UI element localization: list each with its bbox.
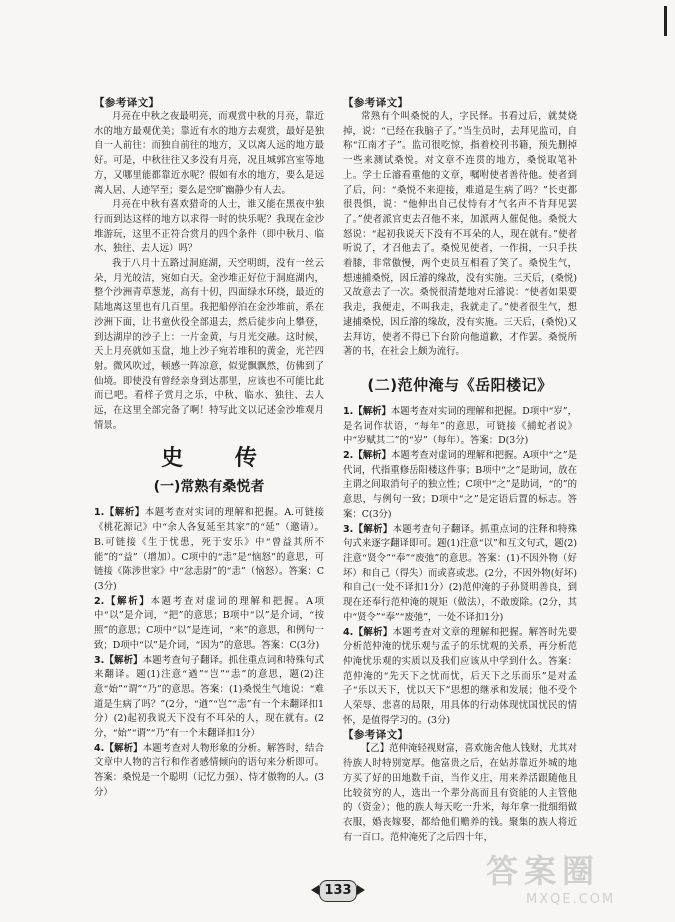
item-number: 2. xyxy=(343,450,354,462)
analysis-tag: 【解析】 xyxy=(353,523,393,535)
analysis-tag: 【解析】 xyxy=(353,626,393,638)
item-text: 本题考查对实词的理解和把握。A.可链接《桃花源记》中“余人各复延至其家”的“延”（邀请）。B.可链接《生于忧患，死于安乐》中“曾益其所不能”的“益”（增加）。C项中的“恚”是“恼怒”的意思，可链接《陈涉世家》中“忿恚尉”的“恚”（恼怒）。 xyxy=(94,507,324,578)
item-text: 本题考查句子翻译。抓住重点词和特殊句式来翻译。题(1)注意“遒”“岂”“恚”的意思，题(2)注意“始”“谓”“乃”的意思。答案：(1)桑悦生气地说：“难道是生病了吗？”(2分，“遒”“岂”“恚”有一个未翻译扣1分）(2)起初我说天下没有不耳朵的人，现在就有。(2分，“始”“谓”“乃”有一个未翻译扣1分） xyxy=(94,654,324,740)
page-number: 133 xyxy=(311,880,365,900)
answer-item xyxy=(343,449,577,523)
analysis-tag: 【解析】 xyxy=(353,405,391,417)
item-number: 2. xyxy=(94,595,105,607)
item-number: 3. xyxy=(343,523,354,535)
left-ref-paragraph: 月亮在中秋之夜最明亮，而观赏中秋的月亮，靠近水的地方最观优美；靠近有水的地方去观赏，最好是独自一人前往：而独自前往的地方，又以离人远的地方最好。可是，中秋往往又多没有月亮，况且城郭宫室等地方，又哪里能都靠近水呢？假如有水的地方，要么是远离人居、人迹罕至；要么是空旷幽静少有人去。 xyxy=(94,111,324,196)
item-text: 本题考查句子翻译。抓重点词的注释和特殊句式来逐字翻译即可。题(1)注意“以”和互文句式，题(2)注意“贤令”“奉”“废弛”的意思。答案：(1)不因外物（好坏）和自己（得失）而或喜或悲。(2分，不因外物(好坏)和自己(一处不译扣1分）(2)范仲淹的子孙贤明善良，到现在还奉行范仲淹的规矩（做法），不敢废除。(2分，其中“贤令”“奉”“废弛”，一处不译扣1分) xyxy=(343,523,577,623)
item-text: 本题考查对人物形象的分析。解答时，结合文章中人物的言行和作者感情倾向的语句来分析即可。答案：桑悦是一个聪明（记忆力强）、恃才傲物的人。(3分） xyxy=(94,742,324,798)
left-ref-paragraph: 月亮在中秋有喜欢猎奇的人士，谁又能在黑夜中独行而到达这样的地方以求得一时的快乐呢？我现在金沙堆游玩，这里不正符合赏月的四个条件（即中秋月、临水、独往、去人远）吗？ xyxy=(94,199,324,255)
section-title-history: 史 传 xyxy=(161,446,279,472)
item-text: 本题考查对实词的理解和把握。D项中“岁”，是名词作状语，“每年”的意思，可链接《捕蛇者说》中“岁赋其二”的“岁”（每年）。 xyxy=(343,405,577,447)
answer-item xyxy=(343,626,577,729)
item-text: 本题考查对虚词的理解和把握。A项中“以”是介词，“把”的意思；B项中“以”是介词，“按照”的意思；C项中“以”是连词，“来”的意思，和例句一致；D项中“以”是介词，“因为”的意思。 xyxy=(94,595,324,651)
item-answer: 答案：C(3分) xyxy=(261,639,320,651)
item-number: 1. xyxy=(343,405,354,417)
answer-item xyxy=(94,506,324,594)
analysis-tag: 【解析】 xyxy=(104,654,143,666)
item-answer: 答案：C(3分) xyxy=(343,494,577,520)
sub-title-sangyue: (一)常熟有桑悦者 xyxy=(153,479,265,496)
left-ref-paragraph: 我于八月十五路过洞庭湖，天空明朗，没有一丝云朵，月光皎洁，宛如白天。金沙堆正好位于洞庭湖内，整个沙洲青草葱茏，高有十仞，四面绿水环绕，最近的陆地离这里也有几百里。我把船停泊在金沙堆前，系在沙洲下面，让书童伙役全部退去，然后徒步向上攀登，到达湖岸的沙子上：一片金黄，与月光交融。这时候，天上月亮就如玉盘，地上沙子宛若堆积的黄金，光芒四射。微风吹过，顿感一阵凉意，似觉飘飘然，仿佛到了仙境。即使没有曾经亲身到达那里，应该也不可能比此而已吧。看样子赏月之乐，中秋、临水、独往、去人远，在这里全部完备了啊！特写此文以记述金沙堆观月情景。 xyxy=(94,258,324,431)
right-column xyxy=(343,96,577,845)
right-ref2-paragraph: 【乙】范仲淹轻视财富，喜欢施舍他人钱财，尤其对待族人时特别宽厚。他富贵之后，在姑苏靠近外城的地方买了好的田地数千亩，当作义庄，用来养活跟随他且比较贫穷的人，选出一个辈分高而且有资能的人主管他的（资金）；他的族人每天吃一升米，每年拿一批细绢做衣服，婚丧嫁娶，都给他们赡养的钱。聚集的族人将近有一百口。范仲淹死了之后四十年， xyxy=(343,743,577,843)
answer-item xyxy=(343,523,577,626)
item-number: 3. xyxy=(94,654,105,666)
item-text: 本题考查对文章的理解和把握。解答时先要分析范仲淹的忧乐观与孟子的乐忧观的关系，再分析范仲淹忧乐观的实质以及我们应该从中学到什么。答案：范仲淹的“先天下之忧而忧，后天下之乐而乐”是对孟子“乐以天下，忧以天下”思想的继承和发展；他不受个人荣辱、悲喜的局限，用具体的行动体现忧国忧民的情怀，是值得学习的。(3分) xyxy=(343,626,577,726)
right-ref-paragraph: 常熟有个叫桑悦的人，字民怿。书看过后，就焚烧掉，说：“已经在我脑子了。”当生员时，去拜见监司，自称“江南才子”。监司很吃惊，指着校刊书籍，预先删掉一些来测试桑悦。对文章不连贯的地方，桑悦取笔补上。学士丘濬看重他的文章，嘱咐使者善待他。使者到了后，问：“桑悦不来迎接，难道是生病了吗？”长吏都很畏惧，说：“他伸出自己仗恃有才气名声不肯拜见罢了。”使者派官吏去召他不来，加派两人催促他。桑悦大怒说：“起初我说天下没有不耳朵的人，现在就有。”使者听说了，才召他去了。桑悦见使者，一作揖，一只手扶着膝，非常傲慢，两个吏员互相看了笑了。桑悦生气，想速捕桑悦，因丘濬的缘故，没有实施。三天后，(桑悦)又故意去了一次。桑悦很清楚地对丘濬说：“使者如果要我走，我便走，不叫我走，我就走了。”使者很生气，想逮捕桑悦，因丘濬的缘故，没有实施。三天后，(桑悦)又去拜访，使者不得已下台阶向他道歉，才作罢。桑悦所著的书，在社会上颇为流行。 xyxy=(343,111,577,358)
right-reference-translation-heading-2: 【参考译文】 xyxy=(343,729,409,742)
item-answer: 答案：D(3分) xyxy=(469,435,529,447)
watermark-url: MXQE.COM xyxy=(526,892,616,907)
answer-item xyxy=(343,405,577,449)
answer-item xyxy=(94,595,324,654)
item-number: 4. xyxy=(343,626,354,638)
analysis-tag: 【解析】 xyxy=(353,450,392,462)
watermark-logo xyxy=(486,846,666,916)
analysis-tag: 【解析】 xyxy=(104,742,143,754)
item-number: 4. xyxy=(94,742,105,754)
left-column xyxy=(94,96,324,801)
item-text: 本题考查对虚词的理解和把握。A项中“之”是代词，代指重修岳阳楼这件事；B项中“之”是助词，放在主谓之间取消句子的独立性；C项中“之”是助词，“的”的意思，与例句一致；D项中“之”是定语后置的标志。 xyxy=(343,450,577,506)
analysis-tag: 【解析】 xyxy=(104,595,151,607)
sub-title-fan-zhongyan: (二)范仲淹与《岳阳楼记》 xyxy=(367,375,553,394)
answer-item xyxy=(94,742,324,801)
item-number: 1. xyxy=(94,507,105,519)
right-reference-translation-heading: 【参考译文】 xyxy=(343,97,409,109)
item-answer: 答案：C(3分) xyxy=(94,566,324,592)
edge-rule xyxy=(664,6,667,36)
answer-item xyxy=(94,654,324,742)
left-reference-translation-heading: 【参考译文】 xyxy=(94,97,160,109)
watermark-text: 答案圈 xyxy=(486,852,601,890)
analysis-tag: 【解析】 xyxy=(104,507,145,519)
